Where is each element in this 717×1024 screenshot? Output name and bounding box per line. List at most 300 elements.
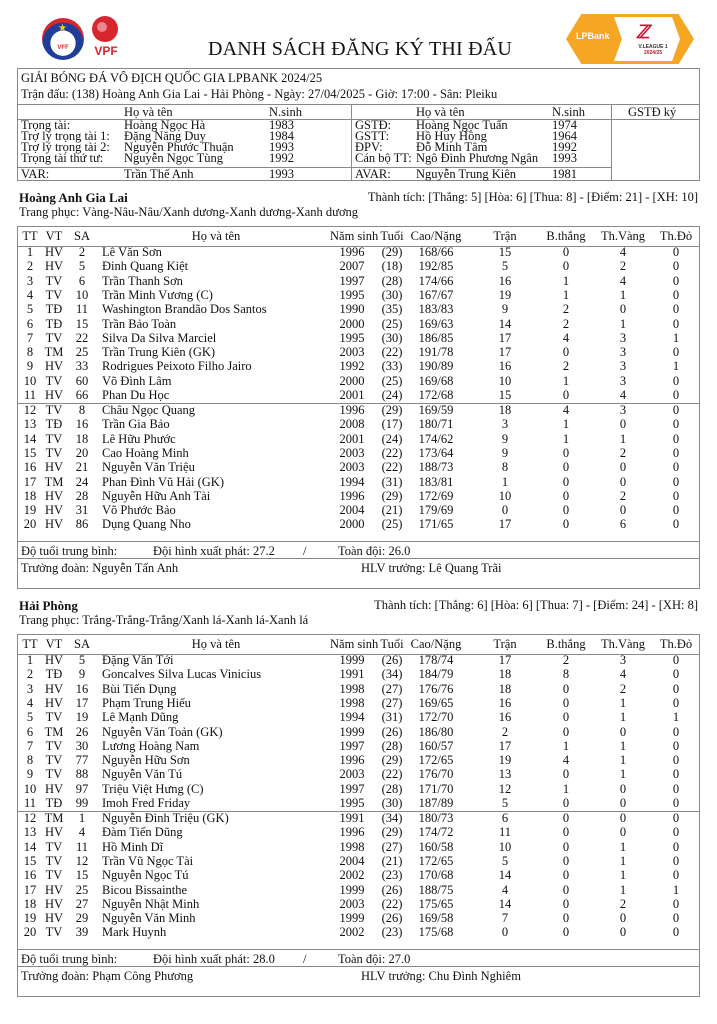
- col-red: 0: [672, 738, 680, 753]
- col-tt-header: TT: [22, 229, 38, 243]
- col-vt: TV: [45, 403, 63, 417]
- col-height-weight: 168/66: [418, 245, 454, 259]
- col-matches: 12: [498, 781, 512, 796]
- table-row: [18, 813, 699, 825]
- col-yellow: 0: [619, 825, 627, 840]
- col-tt: 10: [23, 373, 37, 388]
- team-name: Hoàng Anh Gia Lai: [19, 190, 128, 205]
- col-vt: TV: [45, 431, 63, 446]
- table-row: [18, 913, 699, 925]
- col-red: 0: [672, 517, 680, 532]
- col-birth-year: 1996: [339, 825, 365, 840]
- col-matches: 7: [501, 911, 509, 926]
- col-goals: 0: [562, 796, 570, 810]
- col-matches: 18: [498, 667, 512, 682]
- col-height-weight: 174/66: [418, 273, 454, 288]
- col-vt: TV: [45, 753, 63, 768]
- col-goals: 1: [562, 431, 570, 446]
- col-goals: 0: [562, 388, 570, 402]
- col-sa: 86: [75, 517, 89, 532]
- col-red: 0: [672, 403, 680, 417]
- col-name: Rodrigues Peixoto Filho Jairo: [102, 359, 252, 374]
- col-height-weight: 174/62: [418, 431, 454, 446]
- page-title: DANH SÁCH ĐĂNG KÝ THI ĐẤU: [207, 38, 513, 60]
- col-age: (21): [381, 503, 403, 518]
- col-tt: 3: [26, 681, 34, 696]
- table-row: [18, 347, 699, 359]
- table-header: [18, 639, 699, 651]
- avg-age-starting: Đội hình xuất phát: 27.2: [153, 544, 275, 558]
- col-tt: 5: [26, 710, 34, 725]
- col-height-weight: 178/74: [418, 653, 454, 667]
- col-red: 0: [672, 653, 680, 667]
- col-matches: 16: [498, 695, 512, 710]
- col-vt: TV: [45, 710, 63, 725]
- col-age: (30): [381, 796, 403, 810]
- col-red: 0: [672, 796, 680, 810]
- table-row: [18, 431, 699, 446]
- average-age-row: Độ tuổi trung bình: Đội hình xuất phát: 27.2 / Toàn đội: 26.0: [17, 541, 700, 559]
- col-yellow: 0: [619, 911, 627, 926]
- col-red: 0: [672, 811, 680, 825]
- col-sa: 21: [75, 460, 89, 475]
- col-yellow: 0: [619, 781, 627, 796]
- col-sa: 5: [78, 259, 86, 274]
- col-vt: TĐ: [45, 667, 63, 682]
- col-goals: 2: [562, 316, 570, 331]
- col-height-weight-header: Cao/Nặng: [410, 637, 462, 651]
- col-birth-year: 2003: [339, 767, 365, 782]
- col-goals: 4: [562, 753, 570, 768]
- table-row: [18, 870, 699, 882]
- col-matches: 15: [498, 388, 512, 402]
- col-vt: TV: [45, 839, 63, 854]
- col-vt-header: VT: [45, 637, 63, 651]
- table-row: [18, 839, 699, 854]
- col-sa: 60: [75, 373, 89, 388]
- col-yellow: 1: [619, 695, 627, 710]
- col-vt: TM: [44, 474, 64, 489]
- col-matches: 9: [501, 302, 509, 317]
- col-age: (23): [381, 925, 403, 940]
- col-name: Nguyễn Hữu Anh Tài: [102, 488, 211, 503]
- col-name: Phạm Trung Hiếu: [102, 695, 191, 710]
- col-red: 0: [672, 781, 680, 796]
- col-goals: 0: [562, 345, 570, 360]
- col-sa: 25: [75, 345, 89, 360]
- col-vt: HV: [44, 882, 64, 897]
- col-name: Trần Trung Kiên (GK): [102, 345, 216, 360]
- star-icon: ★: [58, 23, 67, 34]
- table-row: [18, 738, 699, 753]
- col-goals: 1: [562, 273, 570, 288]
- col-age: (30): [381, 287, 403, 302]
- col-matches: 9: [501, 431, 509, 446]
- col-birth-year: 2000: [339, 316, 365, 331]
- head-coach: HLV trưởng: Chu Đình Nghiêm: [361, 969, 521, 983]
- col-tt: 2: [26, 667, 34, 682]
- col-yellow: 1: [619, 287, 627, 302]
- col-red: 0: [672, 896, 680, 911]
- col-tt: 9: [26, 767, 34, 782]
- col-birth-year: 1994: [339, 474, 365, 489]
- col-vt: TV: [45, 373, 63, 388]
- table-row: [18, 882, 699, 897]
- col-height-weight: 169/59: [418, 403, 454, 417]
- col-yellow: 1: [619, 316, 627, 331]
- col-tt: 1: [26, 245, 34, 259]
- col-goals: 4: [562, 403, 570, 417]
- col-height-weight: 180/71: [418, 417, 454, 432]
- table-row: [18, 712, 699, 724]
- col-vt: HV: [44, 488, 64, 503]
- col-vt: TV: [45, 273, 63, 288]
- col-name: Nguyễn Văn Minh: [102, 911, 196, 926]
- col-name-header: Họ và tên: [191, 229, 241, 243]
- col-yellow-header: Th.Vàng: [600, 637, 646, 651]
- col-name: Imoh Fred Friday: [102, 796, 191, 810]
- col-goals: 0: [562, 724, 570, 739]
- col-yellow: 1: [619, 753, 627, 768]
- col-name: Dụng Quang Nho: [102, 517, 191, 532]
- col-matches: 11: [498, 825, 512, 840]
- col-goals: 0: [562, 853, 570, 868]
- col-sa: 30: [75, 738, 89, 753]
- staff-row: [17, 966, 700, 997]
- col-sa: 27: [75, 896, 89, 911]
- col-red: 0: [672, 259, 680, 274]
- col-height-weight: 171/65: [418, 517, 454, 532]
- col-sa: 16: [75, 417, 89, 432]
- col-name: Nguyễn Văn Triệu: [102, 460, 195, 475]
- col-birth-year: 1994: [339, 710, 365, 725]
- col-matches: 14: [498, 868, 512, 883]
- col-age: (34): [381, 811, 403, 825]
- col-goals: 2: [562, 302, 570, 317]
- col-goals: 4: [562, 330, 570, 345]
- table-row: [18, 724, 699, 739]
- col-matches: 17: [498, 330, 512, 345]
- col-tt-header: TT: [22, 637, 38, 651]
- col-name: Mark Huynh: [102, 925, 167, 940]
- col-red: 0: [672, 767, 680, 782]
- col-matches: 10: [498, 373, 512, 388]
- col-height-weight: 172/70: [418, 710, 454, 725]
- col-matches: 10: [498, 488, 512, 503]
- col-vt-header: VT: [45, 229, 63, 243]
- ball-icon: [92, 16, 118, 42]
- col-age: (29): [381, 825, 403, 840]
- table-row: [18, 695, 699, 710]
- col-matches: 14: [498, 316, 512, 331]
- col-vt: TV: [45, 330, 63, 345]
- average-age-row: Độ tuổi trung bình: Đội hình xuất phát: 28.0 / Toàn đội: 27.0: [17, 949, 700, 967]
- competition-name: GIẢI BÓNG ĐÁ VÔ ĐỊCH QUỐC GIA LPBANK 2024/25: [21, 71, 323, 85]
- col-red: 0: [672, 302, 680, 317]
- col-matches: 2: [501, 724, 509, 739]
- col-height-weight: 183/81: [418, 474, 454, 489]
- col-yellow: 0: [619, 796, 627, 810]
- col-name: Nguyễn Hữu Sơn: [102, 753, 190, 768]
- col-birth-year: 1997: [339, 273, 365, 288]
- col-height-weight: 188/73: [418, 460, 454, 475]
- col-name: Washington Brandão Dos Santos: [102, 302, 267, 317]
- col-age-header: Tuổi: [380, 229, 404, 243]
- col-red: 0: [672, 839, 680, 854]
- col-tt: 15: [23, 445, 37, 460]
- col-tt: 20: [23, 517, 37, 532]
- col-name: Nguyễn Văn Toản (GK): [102, 724, 223, 739]
- col-tt: 14: [23, 839, 37, 854]
- col-matches: 16: [498, 359, 512, 374]
- col-tt: 20: [23, 925, 37, 940]
- col-birth-year: 2003: [339, 460, 365, 475]
- col-tt: 16: [23, 868, 37, 883]
- col-yellow: 4: [619, 273, 627, 288]
- col-height-weight: 169/65: [418, 695, 454, 710]
- col-red: 1: [672, 359, 680, 374]
- col-birth-year: 1996: [339, 488, 365, 503]
- col-age: (29): [381, 403, 403, 417]
- col-birth-year: 2008: [339, 417, 365, 432]
- col-sa: 11: [75, 302, 89, 317]
- col-red: 0: [672, 667, 680, 682]
- table-row: [18, 488, 699, 503]
- col-yellow: 1: [619, 839, 627, 854]
- col-birth-year: 1996: [339, 753, 365, 768]
- col-birth-year: 1999: [339, 653, 365, 667]
- col-age: (31): [381, 474, 403, 489]
- col-age: (22): [381, 767, 403, 782]
- col-age: (25): [381, 316, 403, 331]
- col-goals: 1: [562, 373, 570, 388]
- col-yellow: 3: [619, 330, 627, 345]
- col-goals: 0: [562, 488, 570, 503]
- col-sa: 24: [75, 474, 89, 489]
- col-birth-year: 1998: [339, 839, 365, 854]
- col-tt: 12: [23, 811, 37, 825]
- col-matches: 6: [501, 811, 509, 825]
- supervisor-sign-header: GSTĐ ký: [628, 105, 677, 119]
- col-age: (22): [381, 345, 403, 360]
- team-record: Thành tích: [Thắng: 6] [Hòa: 6] [Thua: 7] - [Điểm: 24] - [XH: 8]: [374, 598, 698, 612]
- table-row: [18, 247, 699, 259]
- col-age-header: Tuổi: [380, 637, 404, 651]
- col-name: Đặng Văn Tới: [102, 653, 174, 667]
- col-red: 0: [672, 388, 680, 402]
- col-height-weight: 169/68: [418, 373, 454, 388]
- col-sa: 2: [78, 245, 86, 259]
- col-goals: 0: [562, 710, 570, 725]
- col-birth-year: 1991: [339, 811, 365, 825]
- col-red: 0: [672, 287, 680, 302]
- col-birth-year: 1990: [339, 302, 365, 317]
- table-row: [18, 405, 699, 417]
- col-age: (27): [381, 681, 403, 696]
- col-age: (23): [381, 868, 403, 883]
- col-age: (26): [381, 724, 403, 739]
- col-name: Nguyễn Nhật Minh: [102, 896, 200, 911]
- match-details: Trận đấu: (138) Hoàng Anh Gia Lai - Hải Phòng - Ngày: 27/04/2025 - Giờ: 17:00 - Sân: Pleiku: [21, 87, 498, 101]
- col-vt: HV: [44, 259, 64, 274]
- col-name: Châu Ngọc Quang: [102, 403, 196, 417]
- col-height-weight: 184/79: [418, 667, 454, 682]
- col-age: (22): [381, 445, 403, 460]
- col-tt: 4: [26, 287, 34, 302]
- col-height-weight: 179/69: [418, 503, 454, 518]
- col-age: (21): [381, 853, 403, 868]
- col-red: 0: [672, 868, 680, 883]
- col-name: Đàm Tiến Dũng: [102, 825, 183, 840]
- col-sa: 8: [78, 403, 86, 417]
- col-age: (31): [381, 710, 403, 725]
- col-age: (18): [381, 259, 403, 274]
- col-name: Silva Da Silva Marciel: [102, 330, 217, 345]
- col-tt: 5: [26, 302, 34, 317]
- col-sa: 25: [75, 882, 89, 897]
- col-goals: 0: [562, 925, 570, 940]
- col-height-weight: 172/68: [418, 388, 454, 402]
- col-red: 0: [672, 460, 680, 475]
- vpf-logo: VPF: [90, 16, 120, 66]
- col-goals: 1: [562, 738, 570, 753]
- col-age: (30): [381, 330, 403, 345]
- col-tt: 6: [26, 724, 34, 739]
- col-name: Cao Hoàng Minh: [102, 445, 189, 460]
- col-matches: 5: [501, 796, 509, 810]
- staff-row: [17, 558, 700, 589]
- table-row: [18, 474, 699, 489]
- col-age: (29): [381, 488, 403, 503]
- col-matches-header: Trận: [493, 637, 517, 651]
- col-red-header: Th.Đỏ: [659, 229, 693, 243]
- col-height-weight: 170/68: [418, 868, 454, 883]
- col-tt: 7: [26, 738, 34, 753]
- col-tt: 18: [23, 896, 37, 911]
- col-height-weight: 169/63: [418, 316, 454, 331]
- table-row: [18, 390, 699, 402]
- col-sa: 26: [75, 724, 89, 739]
- col-goals: 0: [562, 259, 570, 274]
- col-yellow: 3: [619, 653, 627, 667]
- col-yellow: 4: [619, 245, 627, 259]
- col-birth-year: 2003: [339, 445, 365, 460]
- col-tt: 7: [26, 330, 34, 345]
- col-tt: 17: [23, 474, 37, 489]
- col-sa: 11: [75, 839, 89, 854]
- col-matches: 17: [498, 345, 512, 360]
- col-yellow: 1: [619, 710, 627, 725]
- col-red: 0: [672, 753, 680, 768]
- col-sa: 1: [78, 811, 86, 825]
- col-birth-year: 2000: [339, 517, 365, 532]
- col-age: (29): [381, 753, 403, 768]
- col-name: Hồ Minh Dĩ: [102, 839, 164, 854]
- col-goals: 0: [562, 681, 570, 696]
- table-row: [18, 361, 699, 373]
- col-matches: 17: [498, 653, 512, 667]
- col-birth-year: 1996: [339, 245, 365, 259]
- col-goals: 0: [562, 896, 570, 911]
- col-birth-year: 1998: [339, 695, 365, 710]
- col-red: 0: [672, 488, 680, 503]
- col-red: 0: [672, 925, 680, 940]
- col-red: 0: [672, 431, 680, 446]
- col-matches: 9: [501, 445, 509, 460]
- col-name: Nguyễn Đình Triệu (GK): [102, 811, 229, 825]
- col-age: (34): [381, 667, 403, 682]
- col-age: (29): [381, 245, 403, 259]
- col-sa: 9: [78, 667, 86, 682]
- col-tt: 2: [26, 259, 34, 274]
- col-age: (25): [381, 373, 403, 388]
- col-goals: 0: [562, 695, 570, 710]
- col-yellow: 2: [619, 488, 627, 503]
- col-goals: 0: [562, 868, 570, 883]
- col-height-weight: 188/75: [418, 882, 454, 897]
- col-age: (22): [381, 896, 403, 911]
- players-table: [17, 226, 700, 542]
- col-height-weight-header: Cao/Nặng: [410, 229, 462, 243]
- col-name: Lê Hữu Phước: [102, 431, 176, 446]
- col-sa: 29: [75, 911, 89, 926]
- col-vt: TV: [45, 445, 63, 460]
- col-age: (33): [381, 359, 403, 374]
- col-name: Bùi Tiến Dụng: [102, 681, 177, 696]
- col-sa-header: SA: [74, 637, 90, 651]
- team-kit: Trang phục: Trắng-Trắng-Trắng/Xanh lá-Xanh lá-Xanh lá: [19, 613, 309, 627]
- vff-logo: ★ VFF: [42, 18, 84, 60]
- col-yellow: 0: [619, 724, 627, 739]
- table-row: [18, 827, 699, 839]
- col-yellow: 2: [619, 896, 627, 911]
- col-matches: 17: [498, 738, 512, 753]
- col-yellow: 1: [619, 868, 627, 883]
- col-birth-year: 1998: [339, 681, 365, 696]
- col-sa: 88: [75, 767, 89, 782]
- col-vt: HV: [44, 896, 64, 911]
- col-age: (35): [381, 302, 403, 317]
- col-red: 0: [672, 445, 680, 460]
- col-yellow: 1: [619, 767, 627, 782]
- avg-age-team: Toàn đội: 26.0: [338, 544, 411, 558]
- table-row: [18, 681, 699, 696]
- col-sa-header: SA: [74, 229, 90, 243]
- col-goals: 0: [562, 503, 570, 518]
- col-red: 1: [672, 882, 680, 897]
- col-matches: 14: [498, 896, 512, 911]
- col-height-weight: 172/69: [418, 488, 454, 503]
- col-age: (28): [381, 781, 403, 796]
- col-tt: 10: [23, 781, 37, 796]
- table-row: [18, 755, 699, 767]
- table-row: [18, 462, 699, 474]
- col-matches: 19: [498, 287, 512, 302]
- col-yellow: 1: [619, 738, 627, 753]
- col-yellow: 0: [619, 925, 627, 940]
- col-name: Phan Du Học: [102, 388, 170, 402]
- table-row: [18, 419, 699, 431]
- col-red: 1: [672, 330, 680, 345]
- col-birth-year: 1995: [339, 796, 365, 810]
- col-matches: 18: [498, 681, 512, 696]
- col-tt: 19: [23, 503, 37, 518]
- col-sa: 97: [75, 781, 89, 796]
- col-sa: 5: [78, 653, 86, 667]
- col-yellow: 4: [619, 667, 627, 682]
- avg-age-starting: Đội hình xuất phát: 28.0: [153, 952, 275, 966]
- col-goals: 0: [562, 911, 570, 926]
